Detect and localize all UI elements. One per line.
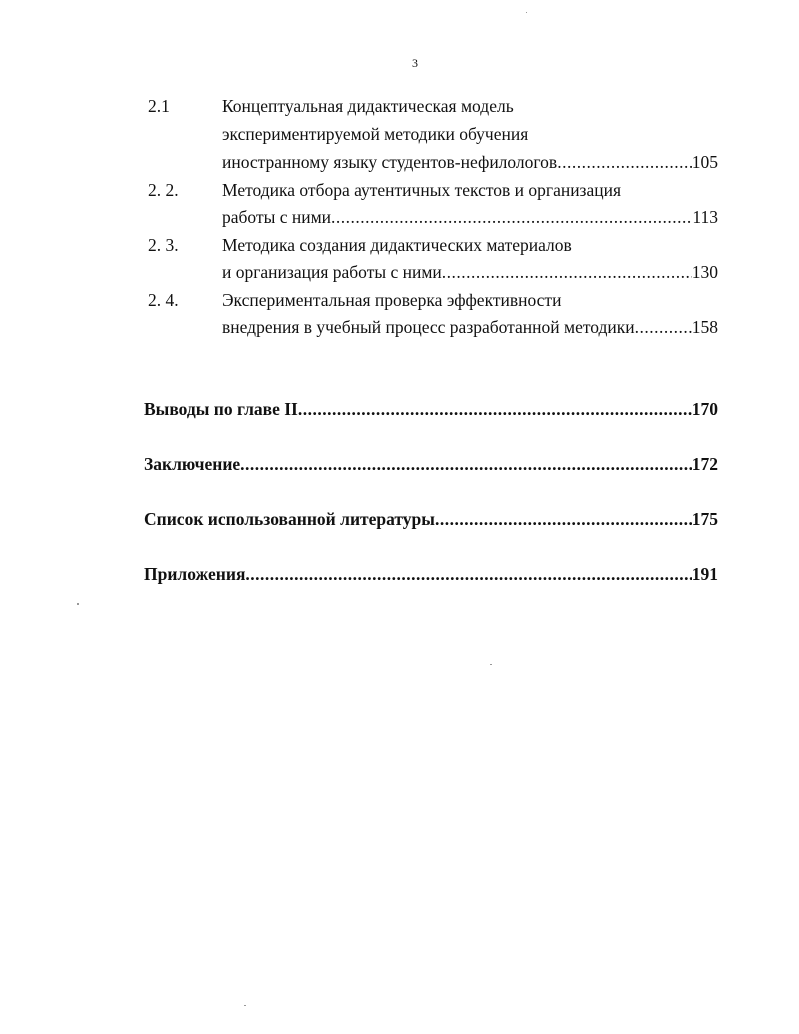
page-ref: 191 (691, 564, 718, 584)
entry-title: Приложения (144, 564, 246, 584)
page-ref: 158 (691, 317, 718, 337)
page-number: 3 (412, 56, 418, 70)
toc-main-entry[interactable] (144, 509, 718, 529)
toc-entry-line[interactable] (222, 207, 718, 227)
section-number: 2. 3. (148, 235, 179, 255)
page-ref: 170 (691, 399, 718, 419)
page-ref: 130 (691, 262, 718, 282)
section-number: 2. 4. (148, 290, 179, 310)
dot-leader (435, 509, 692, 529)
dot-leader (298, 399, 692, 419)
scan-speck (77, 603, 79, 605)
dot-leader (635, 317, 692, 337)
page-ref: 175 (691, 509, 718, 529)
toc-main-entry[interactable] (144, 564, 718, 584)
section-title-line: Методика отбора аутентичных текстов и организация (222, 180, 622, 200)
toc-entry-line[interactable] (222, 152, 718, 172)
page-ref: 172 (691, 454, 718, 474)
section-number: 2. 2. (148, 180, 179, 200)
dot-leader (240, 454, 692, 474)
entry-title: Выводы по главе II (144, 399, 298, 419)
page-ref: 113 (692, 207, 718, 227)
dot-leader (331, 207, 692, 227)
section-number: 2.1 (148, 96, 170, 116)
section-title-line: Концептуальная дидактическая модель (222, 96, 514, 116)
scan-speck (526, 12, 527, 13)
toc-main-entry[interactable] (144, 399, 718, 419)
section-title-line: и организация работы с ними (222, 262, 442, 282)
section-title-line: иностранному языку студентов-нефилологов (222, 152, 558, 172)
dot-leader (442, 262, 692, 282)
dot-leader (245, 564, 691, 584)
toc-main-entry[interactable] (144, 454, 718, 474)
entry-title: Заключение (144, 454, 241, 474)
toc-entry-line[interactable] (222, 262, 718, 282)
scan-speck (490, 664, 492, 665)
dot-leader (557, 152, 692, 172)
section-title-line: Методика создания дидактических материалов (222, 235, 572, 255)
section-title-line: внедрения в учебный процесс разработанной методики (222, 317, 635, 337)
section-title-line: экспериментируемой методики обучения (222, 124, 529, 144)
section-title-line: работы с ними (222, 207, 332, 227)
scan-speck (244, 1005, 246, 1006)
toc-entry-line[interactable] (222, 317, 718, 337)
entry-title: Список использованной литературы (144, 509, 435, 529)
page-ref: 105 (691, 152, 718, 172)
section-title-line: Экспериментальная проверка эффективности (222, 290, 562, 310)
